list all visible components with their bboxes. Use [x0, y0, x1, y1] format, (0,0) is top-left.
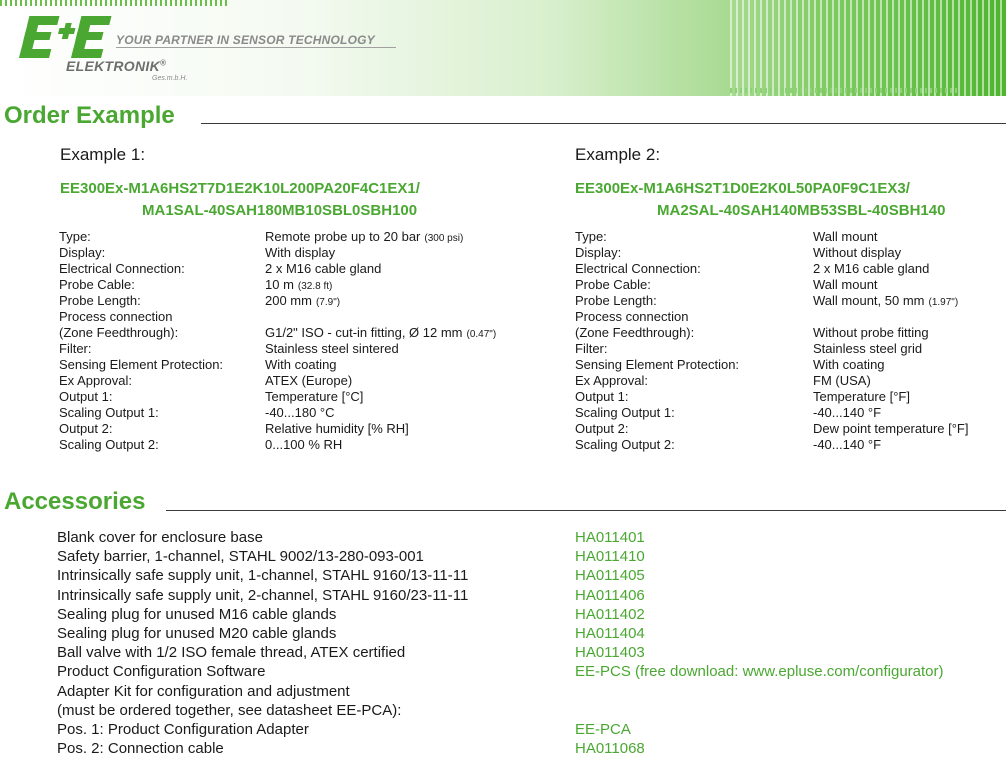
example2-spec-row: [575, 357, 1000, 373]
accessory-description: (must be ordered together, see datasheet EE-PCA):: [57, 701, 402, 719]
order-example-rule: [201, 123, 1006, 124]
example1-spec-row: [59, 309, 529, 325]
example2-spec-value: [813, 261, 929, 277]
example1-spec-label: Sensing Element Protection:: [59, 357, 224, 372]
accessories-rule: [166, 510, 1006, 511]
example1-spec-label: Output 1:: [59, 389, 113, 404]
accessory-order-code: HA011403: [575, 644, 645, 662]
accessory-order-code: EE-PCS (free download: www.epluse.com/configurator): [575, 663, 944, 681]
example2-spec-value-text: Without probe fitting: [813, 325, 929, 340]
example1-spec-row: [59, 437, 529, 453]
accessory-row: [57, 528, 997, 547]
example1-spec-value: [265, 357, 337, 373]
example2-spec-value: [813, 389, 910, 405]
example2-spec-value: [813, 325, 929, 341]
example2-spec-row: [575, 405, 1000, 421]
accessory-row: [57, 547, 997, 566]
brand-name: [66, 58, 166, 74]
example1-spec-row: [59, 261, 529, 277]
example2-spec-label: Ex Approval:: [575, 373, 648, 388]
example2-spec-value: [813, 405, 881, 421]
accessories-title: Accessories: [4, 488, 146, 515]
accessory-description: Ball valve with 1/2 ISO female thread, ATEX certified: [57, 644, 406, 662]
example2-spec-value: [813, 341, 922, 357]
example2-spec-label: Sensing Element Protection:: [575, 357, 740, 372]
example2-spec-label: Scaling Output 1:: [575, 405, 675, 420]
example2-spec-row: [575, 421, 1000, 437]
example1-spec-label: Filter:: [59, 341, 92, 356]
example1-order-code: [60, 178, 420, 222]
brand-text: ELEKTRONIK: [66, 58, 160, 74]
example1-spec-value-note: (32.8 ft): [297, 281, 333, 292]
tagline-underline: [116, 47, 396, 48]
example1-spec-value-text: Remote probe up to 20 bar: [265, 229, 421, 244]
example1-spec-row: [59, 245, 529, 261]
accessory-description: Blank cover for enclosure base: [57, 529, 263, 546]
accessory-order-code: HA011401: [575, 529, 645, 546]
example2-spec-value-note: (1.97"): [928, 297, 959, 308]
example2-heading: Example 2:: [575, 145, 661, 164]
example2-spec-value-text: Stainless steel grid: [813, 341, 923, 356]
accessory-row: [57, 643, 997, 662]
example1-spec-row: [59, 373, 529, 389]
example2-spec-row: [575, 229, 1000, 245]
example2-spec-value: [813, 245, 901, 261]
example2-spec-value-text: With coating: [813, 357, 885, 372]
accessory-row: [57, 682, 997, 701]
accessory-row: [57, 739, 997, 758]
example2-spec-label: Probe Length:: [575, 293, 657, 308]
example1-spec-value-text: 200 mm: [265, 293, 312, 308]
example1-spec-value-text: Relative humidity [% RH]: [265, 421, 409, 436]
accessory-description: Safety barrier, 1-channel, STAHL 9002/13-280-093-001: [57, 548, 424, 566]
example2-code-line1: EE300Ex-M1A6HS2T1D0E2K0L50PA0F9C1EX3/: [575, 180, 910, 197]
example2-spec-label: Filter:: [575, 341, 608, 356]
example1-spec-label: Electrical Connection:: [59, 261, 185, 276]
tagline: YOUR PARTNER IN SENSOR TECHNOLOGY: [116, 33, 375, 47]
accessory-row: [57, 720, 997, 739]
example1-spec-value-text: G1/2" ISO - cut-in fitting, Ø 12 mm: [265, 325, 463, 340]
example2-spec-label: Electrical Connection:: [575, 261, 701, 276]
example2-spec-value: [813, 421, 969, 437]
example2-spec-value-text: Temperature [°F]: [813, 389, 910, 404]
accessory-order-code: HA011405: [575, 567, 645, 585]
example1-code-line1: EE300Ex-M1A6HS2T7D1E2K10L200PA20F4C1EX1/: [60, 180, 420, 197]
example1-spec-row: [59, 325, 529, 341]
order-example-title: Order Example: [4, 102, 175, 129]
accessory-description: Intrinsically safe supply unit, 2-channel, STAHL 9160/23-11-11: [57, 586, 469, 604]
example1-spec-value: [265, 341, 399, 357]
example1-spec-value: [265, 245, 335, 261]
example1-spec-row: [59, 357, 529, 373]
example1-spec-value-text: -40...180 °C: [265, 405, 335, 420]
example1-spec-row: [59, 229, 529, 245]
example1-spec-label: Type:: [59, 229, 91, 244]
example2-spec-value-text: Dew point temperature [°F]: [813, 421, 969, 436]
banner-stripes: [730, 0, 1006, 96]
accessories-list: [57, 528, 997, 758]
header-banner: [0, 0, 1006, 96]
banner-dot-strip: [0, 0, 230, 6]
example1-spec-value-text: 0...100 % RH: [265, 437, 343, 452]
example2-spec-label: Probe Cable:: [575, 277, 651, 292]
example1-spec-row: [59, 341, 529, 357]
banner-bottom-dot-strip: [730, 88, 960, 93]
example1-spec-row: [59, 421, 529, 437]
accessory-order-code: HA011410: [575, 548, 645, 566]
example2-spec-value: [813, 437, 881, 453]
example2-spec-row: [575, 261, 1000, 277]
example2-spec-label: Display:: [575, 245, 622, 260]
example1-spec-value-text: With display: [265, 245, 336, 260]
example2-spec-label: (Zone Feedthrough):: [575, 325, 695, 340]
example1-spec-label: Ex Approval:: [59, 373, 132, 388]
accessory-row: [57, 624, 997, 643]
example1-spec-label: Scaling Output 1:: [59, 405, 159, 420]
example2-spec-value-text: -40...140 °F: [813, 437, 882, 452]
accessory-row: [57, 566, 997, 585]
accessory-order-code: EE-PCA: [575, 720, 631, 738]
example1-spec-label: (Zone Feedthrough):: [59, 325, 179, 340]
brand-legal-form: Ges.m.b.H.: [152, 75, 188, 82]
example2-spec-value-text: 2 x M16 cable gland: [813, 261, 930, 276]
example1-spec-value-note: (7.9"): [315, 297, 341, 308]
accessory-description: Intrinsically safe supply unit, 1-channel, STAHL 9160/13-11-11: [57, 567, 469, 585]
example2-spec-label: Output 2:: [575, 421, 629, 436]
accessory-description: Sealing plug for unused M16 cable glands: [57, 605, 337, 623]
example2-spec-row: [575, 341, 1000, 357]
example1-spec-value-text: Temperature [°C]: [265, 389, 364, 404]
example2-spec-row: [575, 309, 1000, 325]
accessory-description: Sealing plug for unused M20 cable glands: [57, 624, 337, 642]
example1-spec-list: [59, 229, 529, 453]
accessory-order-code: HA011406: [575, 586, 645, 604]
accessory-description: Adapter Kit for configuration and adjustment: [57, 682, 350, 700]
example2-spec-label: Type:: [575, 229, 607, 244]
example2-spec-row: [575, 277, 1000, 293]
example2-spec-label: Output 1:: [575, 389, 629, 404]
example1-spec-value: [265, 421, 409, 437]
example2-spec-value-text: Wall mount: [813, 229, 878, 244]
example1-spec-value: [265, 437, 342, 453]
example2-spec-label: Scaling Output 2:: [575, 437, 675, 452]
example2-spec-value-text: Wall mount: [813, 277, 878, 292]
example2-spec-value: [813, 229, 878, 245]
example2-spec-value-text: Wall mount, 50 mm: [813, 293, 925, 308]
example1-spec-label: Scaling Output 2:: [59, 437, 159, 452]
accessory-description: Pos. 1: Product Configuration Adapter: [57, 720, 309, 738]
accessory-description: Pos. 2: Connection cable: [57, 740, 224, 758]
accessory-row: [57, 605, 997, 624]
example1-spec-value-note: (300 psi): [424, 233, 464, 244]
example1-spec-label: Process connection: [59, 309, 173, 324]
example2-spec-row: [575, 245, 1000, 261]
example1-spec-value: [265, 405, 335, 421]
example2-spec-list: [575, 229, 1000, 453]
accessory-row: [57, 701, 997, 720]
example2-code-line2: MA2SAL-40SAH140MB53SBL-40SBH140: [657, 202, 946, 219]
ee-logo-icon: [16, 14, 120, 60]
example2-spec-row: [575, 325, 1000, 341]
example2-spec-value-text: FM (USA): [813, 373, 871, 388]
accessory-row: [57, 586, 997, 605]
example1-spec-value-text: Stainless steel sintered: [265, 341, 399, 356]
example1-spec-label: Output 2:: [59, 421, 113, 436]
example1-spec-label: Probe Cable:: [59, 277, 135, 292]
example2-spec-value-text: -40...140 °F: [813, 405, 882, 420]
example2-spec-value: [813, 373, 871, 389]
example2-spec-row: [575, 437, 1000, 453]
example1-spec-row: [59, 389, 529, 405]
example1-spec-value-text: ATEX (Europe): [265, 373, 353, 388]
example2-spec-row: [575, 293, 1000, 309]
example1-spec-value-text: 10 m: [265, 277, 294, 292]
accessory-order-code: HA011402: [575, 605, 645, 623]
example1-spec-row: [59, 293, 529, 309]
example1-spec-value: [265, 373, 352, 389]
example2-spec-row: [575, 373, 1000, 389]
example1-spec-row: [59, 405, 529, 421]
accessory-row: [57, 662, 997, 681]
example2-order-code: [575, 178, 945, 222]
accessory-order-code: HA011404: [575, 624, 645, 642]
example1-spec-label: Probe Length:: [59, 293, 141, 308]
example2-spec-value: [813, 277, 878, 293]
example2-spec-row: [575, 389, 1000, 405]
example2-spec-label: Process connection: [575, 309, 689, 324]
example1-code-line2: MA1SAL-40SAH180MB10SBL0SBH100: [142, 202, 418, 219]
accessory-order-code: HA011068: [575, 740, 645, 758]
example1-spec-value: [265, 389, 363, 405]
registered-mark: ®: [160, 58, 167, 68]
example2-spec-value-text: Without display: [813, 245, 902, 260]
example1-spec-value-note: (0.47"): [466, 329, 497, 340]
example1-spec-value-text: With coating: [265, 357, 337, 372]
example1-spec-value: [265, 261, 381, 277]
example1-spec-label: Display:: [59, 245, 106, 260]
example1-spec-row: [59, 277, 529, 293]
example1-spec-value-text: 2 x M16 cable gland: [265, 261, 382, 276]
example2-spec-value: [813, 357, 885, 373]
example1-heading: Example 1:: [60, 145, 146, 164]
accessory-description: Product Configuration Software: [57, 663, 266, 681]
